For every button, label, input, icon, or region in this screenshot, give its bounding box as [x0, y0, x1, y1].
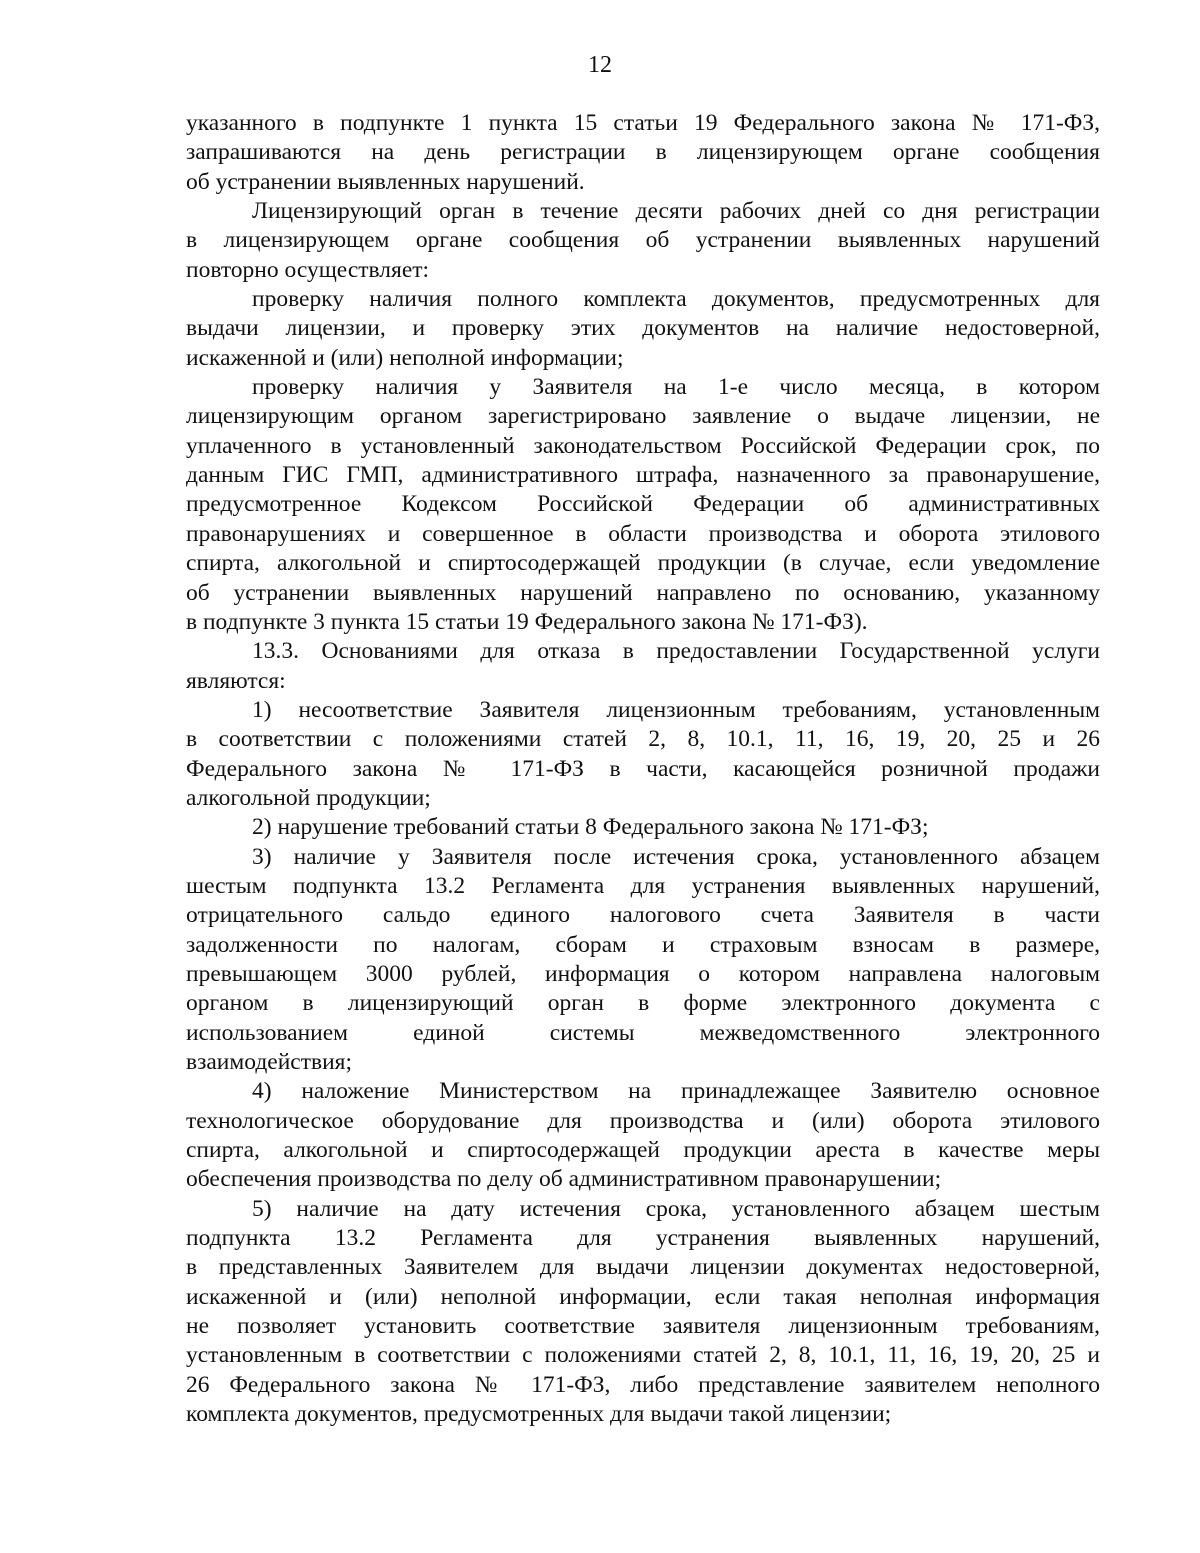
text-line: алкогольной продукции;	[186, 784, 431, 811]
text-line: запрашиваются на день регистрации в лицензирующем органе сообщения	[186, 139, 1100, 166]
text-line: являются:	[186, 667, 286, 694]
text-line: проверку наличия у Заявителя на 1-е число месяца, в котором	[252, 374, 1100, 401]
text-line: повторно осуществляет:	[186, 256, 430, 283]
text-line: отрицательного сальдо единого налогового счета Заявителя в части	[186, 902, 1100, 929]
text-line: 3) наличие у Заявителя после истечения срока, установленного абзацем	[252, 843, 1100, 870]
document-body	[186, 109, 1100, 1429]
text-line: 4) наложение Министерством на принадлежащее Заявителю основное	[252, 1078, 1100, 1105]
text-line: шестым подпункта 13.2 Регламента для устранения выявленных нарушений,	[186, 872, 1100, 899]
text-line: искаженной и (или) неполной информации;	[186, 344, 624, 371]
text-line: задолженности по налогам, сборам и страховым взносам в размере,	[186, 931, 1100, 958]
page-number: 12	[588, 52, 612, 78]
text-line: обеспечения производства по делу об административном правонарушении;	[186, 1166, 942, 1193]
text-line: в соответствии с положениями статей 2, 8, 10.1, 11, 16, 19, 20, 25 и 26	[186, 726, 1100, 753]
text-line: выдачи лицензии, и проверку этих документов на наличие недостоверной,	[186, 315, 1100, 342]
text-line: правонарушениях и совершенное в области производства и оборота этилового	[186, 520, 1100, 547]
text-line: установленным в соответствии с положениями статей 2, 8, 10.1, 11, 16, 19, 20, 25 и	[186, 1342, 1100, 1369]
text-line: уплаченного в установленный законодательством Российской Федерации срок, по	[186, 432, 1100, 459]
text-line: спирта, алкогольной и спиртосодержащей продукции (в случае, если уведомление	[186, 550, 1100, 577]
text-line: об устранении выявленных нарушений.	[186, 168, 585, 195]
text-line: искаженной и (или) неполной информации, если такая неполная информация	[186, 1283, 1100, 1310]
text-line: технологическое оборудование для производства и (или) оборота этилового	[186, 1107, 1100, 1134]
text-line: 5) наличие на дату истечения срока, установленного абзацем шестым	[252, 1195, 1100, 1222]
text-line: в подпункте 3 пункта 15 статьи 19 Федерального закона № 171-ФЗ).	[186, 608, 868, 635]
text-line: 26 Федерального закона № 171-ФЗ, либо представление заявителем неполного	[186, 1371, 1100, 1398]
text-line: Лицензирующий орган в течение десяти рабочих дней со дня регистрации	[252, 198, 1100, 225]
text-line: превышающем 3000 рублей, информация о котором направлена налоговым	[186, 960, 1100, 987]
text-line: об устранении выявленных нарушений направлено по основанию, указанному	[186, 579, 1100, 606]
text-line: проверку наличия полного комплекта документов, предусмотренных для	[252, 286, 1100, 313]
text-line: 2) нарушение требований статьи 8 Федерального закона № 171-ФЗ;	[252, 814, 929, 841]
text-line: 13.3. Основаниями для отказа в предоставлении Государственной услуги	[252, 638, 1100, 665]
text-line: не позволяет установить соответствие заявителя лицензионным требованиям,	[186, 1313, 1100, 1340]
text-line: предусмотренное Кодексом Российской Федерации об административных	[186, 491, 1100, 518]
text-line: подпункта 13.2 Регламента для устранения выявленных нарушений,	[186, 1225, 1100, 1252]
text-line: спирта, алкогольной и спиртосодержащей продукции ареста в качестве меры	[186, 1137, 1100, 1164]
text-line: использованием единой системы межведомственного электронного	[186, 1019, 1100, 1046]
text-line: Федерального закона № 171-ФЗ в части, касающейся розничной продажи	[186, 755, 1100, 782]
text-line: в лицензирующем органе сообщения об устранении выявленных нарушений	[186, 227, 1100, 254]
text-line: органом в лицензирующий орган в форме электронного документа с	[186, 990, 1100, 1017]
text-line: указанного в подпункте 1 пункта 15 статьи 19 Федерального закона № 171-ФЗ,	[186, 110, 1100, 136]
text-line: в представленных Заявителем для выдачи лицензии документах недостоверной,	[186, 1254, 1100, 1281]
text-line: взаимодействия;	[186, 1049, 353, 1075]
text-line: 1) несоответствие Заявителя лицензионным требованиям, установленным	[252, 696, 1100, 723]
text-line: данным ГИС ГМП, административного штрафа, назначенного за правонарушение,	[186, 462, 1100, 489]
text-line: лицензирующим органом зарегистрировано заявление о выдаче лицензии, не	[186, 403, 1100, 430]
text-line: комплекта документов, предусмотренных для выдачи такой лицензии;	[186, 1401, 892, 1428]
